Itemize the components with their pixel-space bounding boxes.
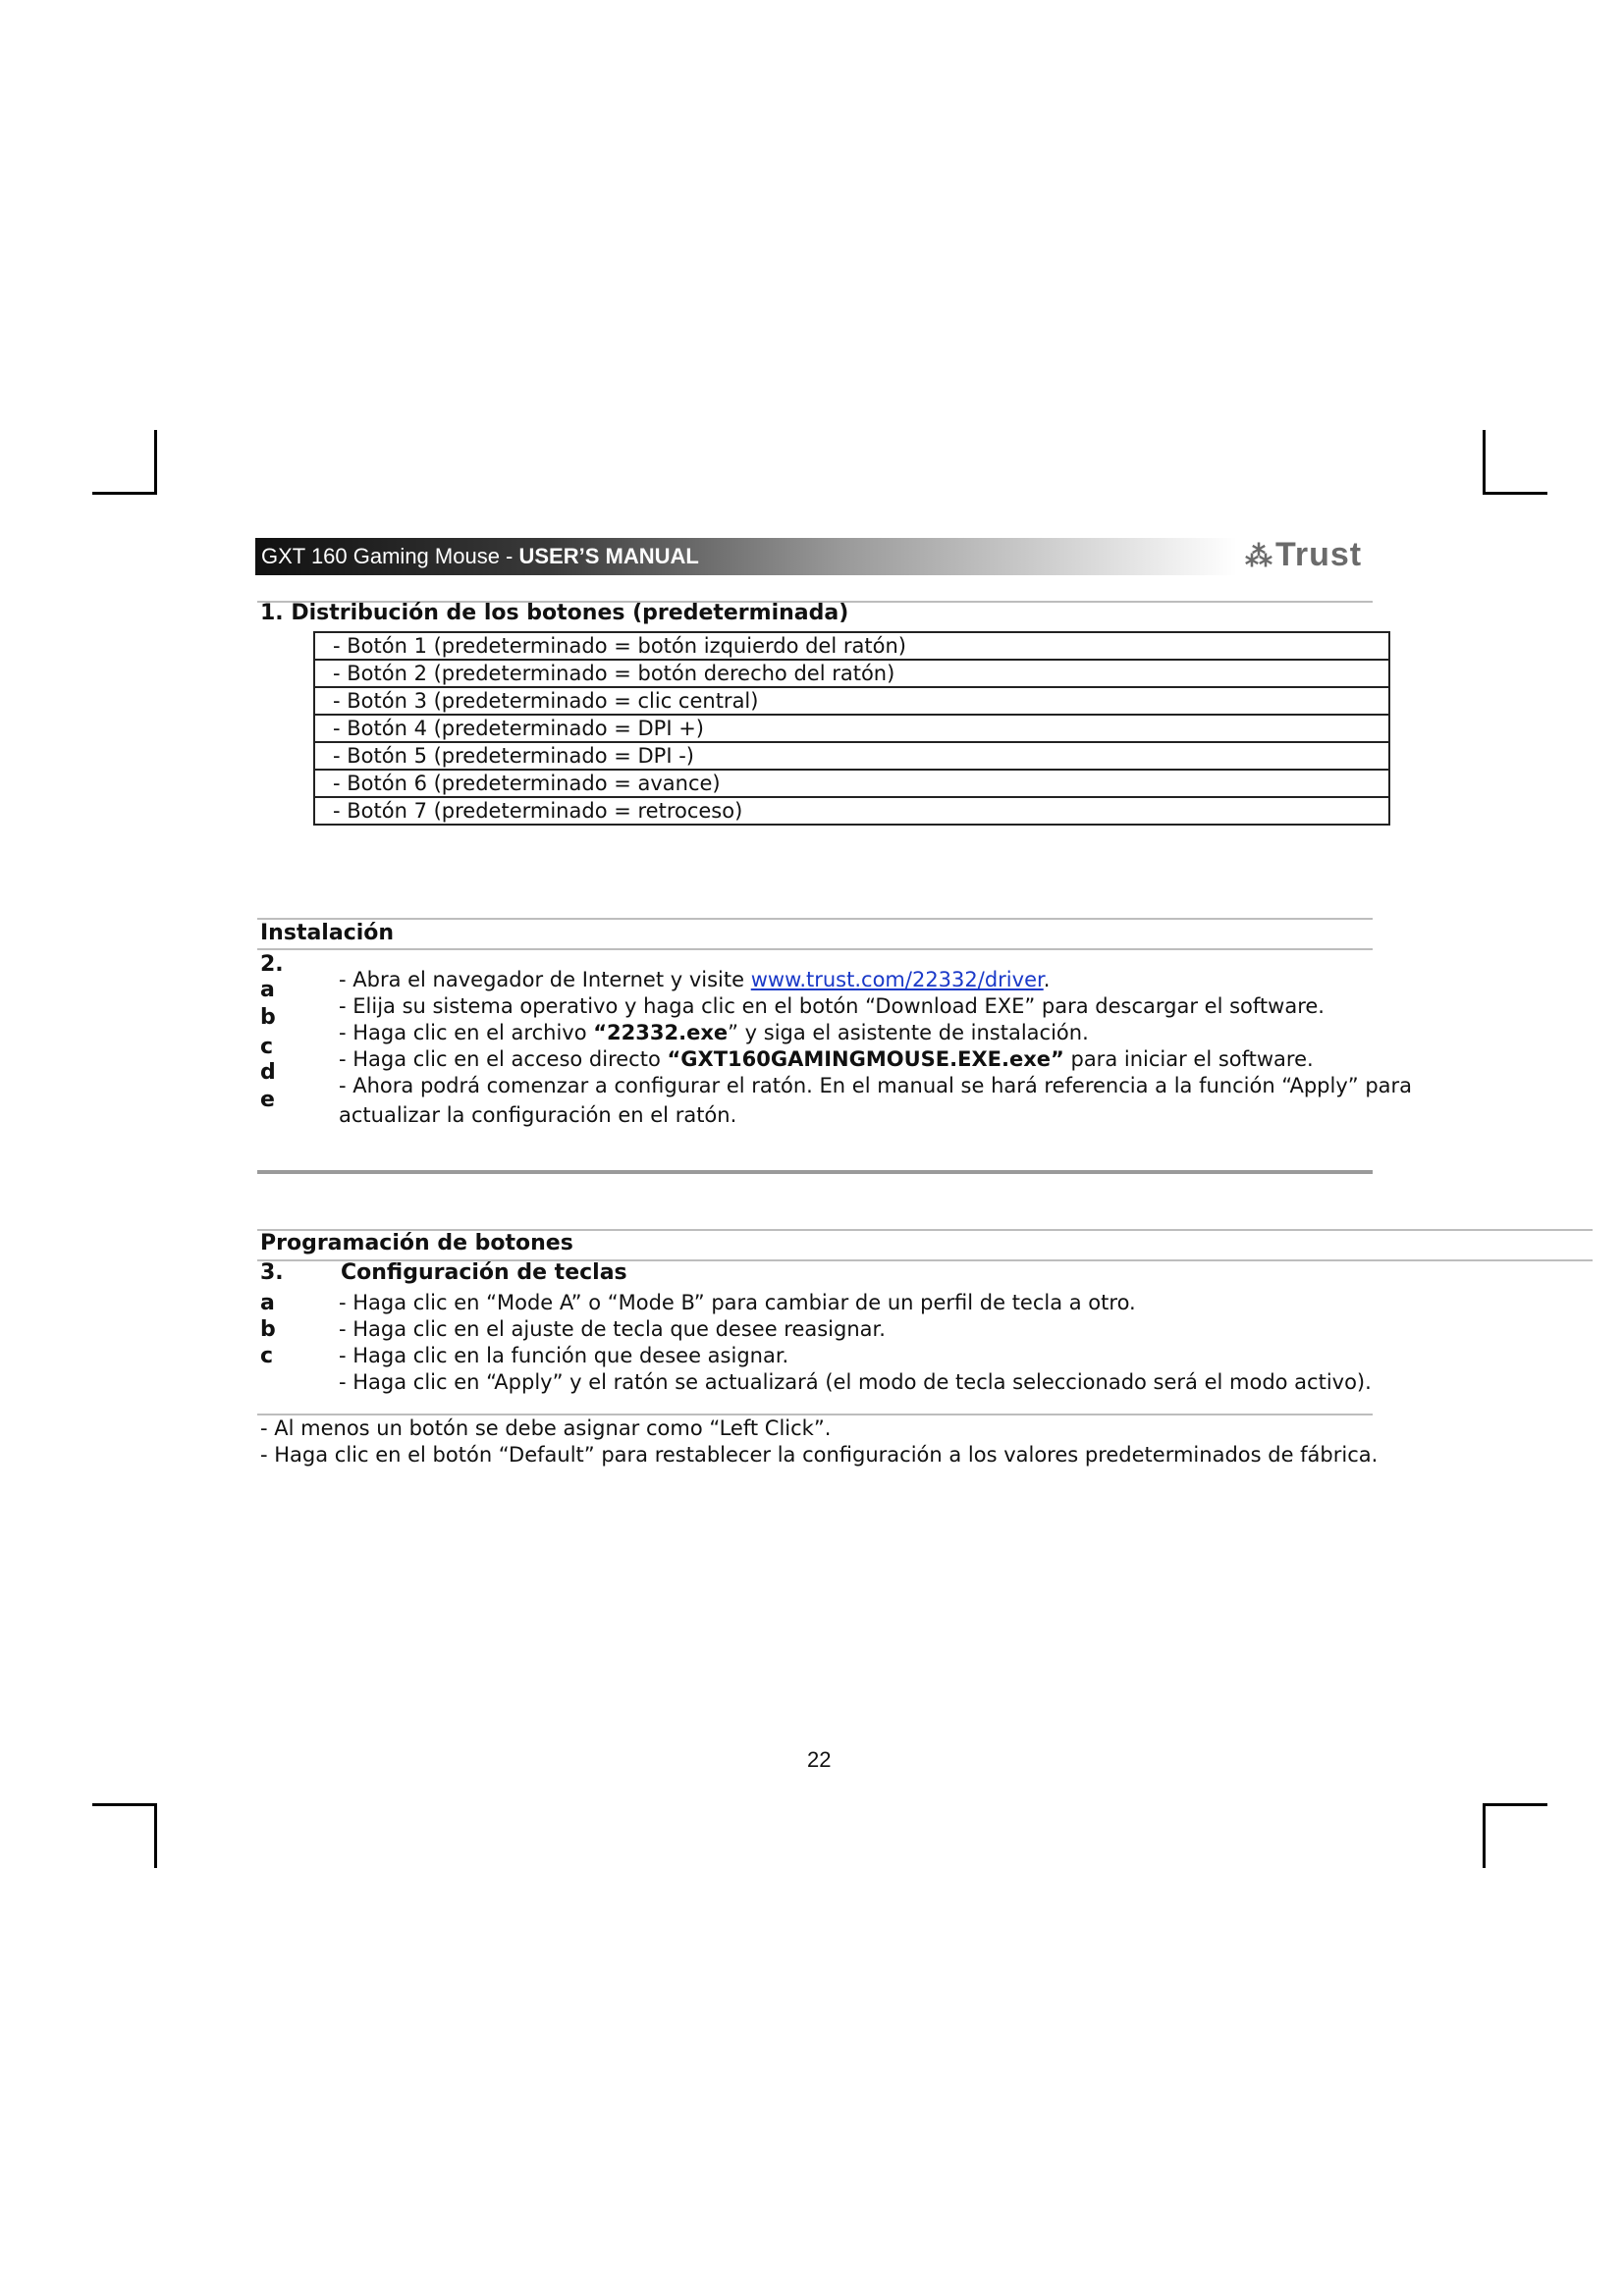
table-row [314,797,1389,825]
notes-rule [257,1414,1373,1415]
step-label-b: b [260,1317,276,1342]
section2-number: 2. [260,952,284,977]
section2-rule-bottom [257,948,1373,950]
table-cell: - Botón 5 (predeterminado = DPI -) [314,742,1389,770]
section2-end-rule [257,1170,1373,1174]
crop-mark-bottom-left-h [92,1803,157,1806]
table-cell: - Botón 7 (predeterminado = retroceso) [314,797,1389,825]
crop-mark-top-left-v [154,430,157,495]
section3-subheading: Configuración de teclas [341,1260,627,1285]
install-step-a [339,968,1050,991]
install-step-a-suffix: . [1043,968,1051,991]
install-step-c-file: “22332.exe [593,1021,729,1044]
install-step-d [339,1047,1314,1071]
step-label-e: e [260,1088,275,1112]
section1-heading: 1. Distribución de los botones (predeterminada) [260,601,849,625]
step-label-a: a [260,978,275,1002]
step-label-a: a [260,1291,275,1315]
install-step-c [339,1021,1089,1044]
step-label-b: b [260,1005,276,1030]
step-label-c: c [260,1344,274,1368]
note-left-click: - Al menos un botón se debe asignar como “Left Click”. [260,1416,832,1440]
trust-logo-text: Trust [1275,536,1363,573]
table-cell: - Botón 2 (predeterminado = botón derecho del ratón) [314,660,1389,687]
section3-number: 3. [260,1260,284,1285]
table-row [314,742,1389,770]
button-layout-table [313,631,1390,826]
header-title-normal: GXT 160 Gaming Mouse - [261,544,519,568]
install-step-a-text: - Abra el navegador de Internet y visite [339,968,751,991]
table-row [314,715,1389,742]
page-number: 22 [807,1747,832,1772]
key-config-step-c: - Haga clic en la función que desee asignar. [339,1344,789,1367]
key-config-step-d: - Haga clic en “Apply” y el ratón se actualizará (el modo de tecla seleccionado será el modo activo). [339,1370,1372,1394]
table-row [314,660,1389,687]
section2-heading: Instalación [260,921,395,945]
install-step-d-text: - Haga clic en el acceso directo [339,1047,668,1071]
crop-mark-top-left-h [92,492,157,495]
install-step-c-text: - Haga clic en el archivo [339,1021,594,1044]
header-title [261,544,699,569]
key-config-step-b: - Haga clic en el ajuste de tecla que desee reasignar. [339,1317,886,1341]
crop-mark-bottom-left-v [154,1803,157,1868]
crop-mark-bottom-right-h [1483,1803,1547,1806]
section3-heading: Programación de botones [260,1231,573,1255]
install-step-d-suffix: para iniciar el software. [1063,1047,1314,1071]
header-title-bold: USER’S MANUAL [518,544,699,568]
note-default-button: - Haga clic en el botón “Default” para restablecer la configuración a los valores predeterminados de fábrica. [260,1443,1379,1467]
table-cell: - Botón 6 (predeterminado = avance) [314,770,1389,797]
install-step-d-shortcut: “GXT160GAMINGMOUSE.EXE.exe” [667,1047,1064,1071]
table-cell: - Botón 4 (predeterminado = DPI +) [314,715,1389,742]
key-config-step-a: - Haga clic en “Mode A” o “Mode B” para cambiar de un perfil de tecla a otro. [339,1291,1136,1314]
table-cell: - Botón 1 (predeterminado = botón izquierdo del ratón) [314,632,1389,660]
table-row [314,770,1389,797]
install-step-e-line2: actualizar la configuración en el ratón. [339,1103,737,1127]
driver-link[interactable]: www.trust.com/22332/driver [750,968,1044,991]
trust-logo [1245,536,1362,574]
table-row [314,632,1389,660]
table-cell: - Botón 3 (predeterminado = clic central) [314,687,1389,715]
table-row [314,687,1389,715]
crop-mark-top-right-h [1483,492,1547,495]
step-label-c: c [260,1035,274,1059]
crop-mark-top-right-v [1483,430,1486,495]
trust-logo-icon: ⁂ [1245,541,1273,571]
install-step-e-line1: - Ahora podrá comenzar a configurar el ratón. En el manual se hará referencia a la función “Apply” para [339,1074,1413,1097]
crop-mark-bottom-right-v [1483,1803,1486,1868]
install-step-c-suffix: ” y siga el asistente de instalación. [728,1021,1089,1044]
step-label-d: d [260,1060,276,1085]
section2-rule-top [257,918,1373,920]
install-step-b: - Elija su sistema operativo y haga clic en el botón “Download EXE” para descargar el software. [339,994,1325,1018]
